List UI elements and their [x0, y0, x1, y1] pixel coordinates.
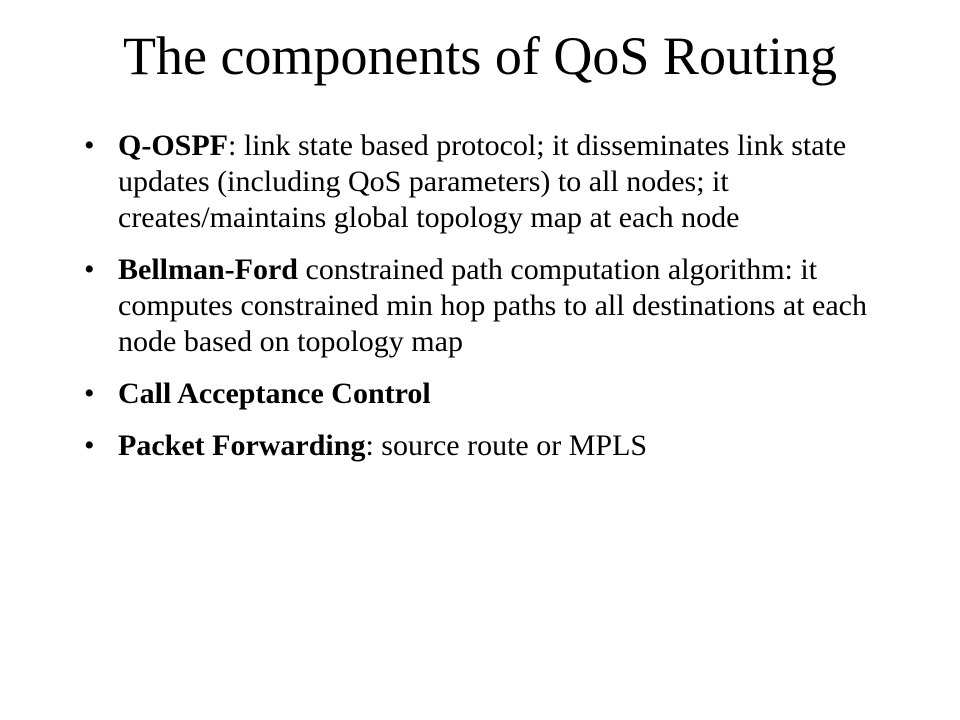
bullet-term: Bellman-Ford	[118, 253, 298, 286]
bullet-item-q-ospf	[84, 128, 884, 236]
bullet-icon: •	[84, 377, 95, 410]
bullet-text: : link state based protocol; it disseminates link state updates (including QoS parameters) to all nodes; it creates/maintains global topology map at each node	[118, 129, 847, 234]
bullet-icon: •	[84, 253, 95, 286]
bullet-text: : source route or MPLS	[365, 429, 648, 462]
bullet-icon: •	[84, 429, 95, 462]
bullet-term: Q-OSPF	[118, 129, 228, 162]
bullet-icon: •	[84, 129, 95, 162]
bullet-list	[84, 128, 884, 480]
bullet-term: Call Acceptance Control	[118, 377, 431, 410]
bullet-item-bellman-ford	[84, 252, 884, 360]
slide-title: The components of QoS Routing	[123, 26, 837, 86]
bullet-term: Packet Forwarding	[118, 429, 366, 462]
bullet-item-call-acceptance-control	[84, 376, 884, 412]
bullet-text: constrained path computation algorithm: it computes constrained min hop paths to all destinations at each node based on topology map	[118, 253, 867, 358]
bullet-item-packet-forwarding	[84, 428, 884, 464]
